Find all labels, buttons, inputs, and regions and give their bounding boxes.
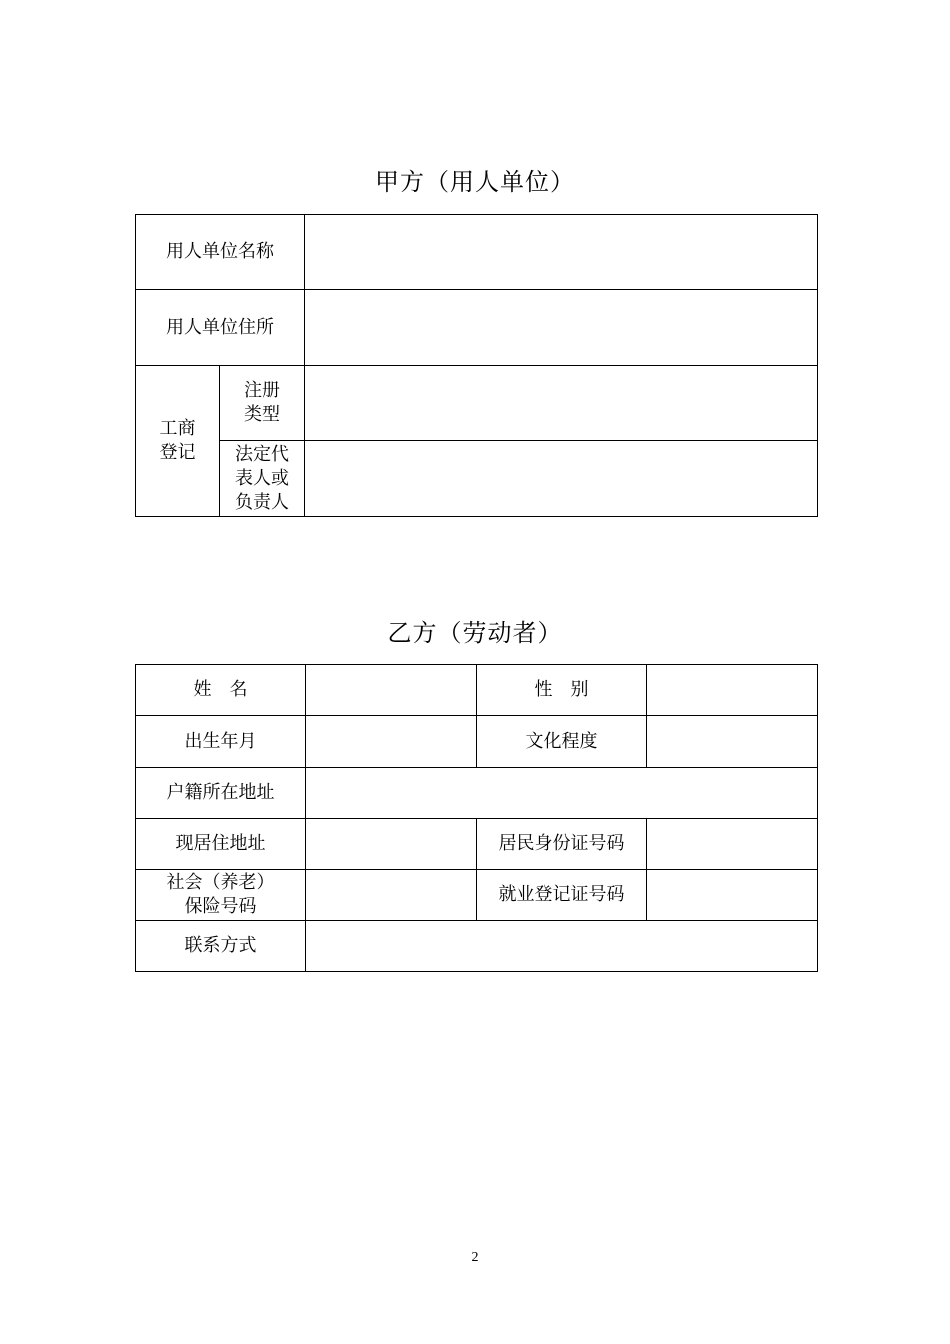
unit-address-label: 用人单位住所: [136, 290, 305, 366]
education-field[interactable]: [647, 716, 818, 768]
unit-name-row: [136, 215, 818, 290]
party-a-title: 甲方（用人单位）: [375, 168, 575, 196]
gender-label: 性 别: [477, 665, 647, 716]
party-a-table: [135, 214, 818, 517]
household-address-field[interactable]: [306, 768, 818, 819]
party-b-title: 乙方（劳动者）: [387, 619, 563, 647]
id-number-label: 居民身份证号码: [477, 819, 647, 870]
registration-type-label: 注册类型: [244, 380, 280, 425]
name-label: 姓 名: [136, 665, 306, 716]
social-insurance-label-line1: 社会（养老）: [166, 872, 275, 893]
birth-education-row: [136, 716, 818, 768]
legal-representative-field[interactable]: [305, 441, 818, 517]
registration-type-field[interactable]: [305, 366, 818, 441]
registration-type-label-cell: [220, 366, 305, 441]
legal-representative-label: 法定代表人或负责人: [234, 443, 289, 513]
unit-name-label: 用人单位名称: [136, 215, 305, 290]
employment-reg-field[interactable]: [647, 870, 818, 921]
unit-address-row: [136, 290, 818, 366]
social-insurance-row: [136, 870, 818, 921]
business-registration-label: [136, 366, 220, 517]
social-insurance-label: [136, 870, 306, 921]
birth-label: 出生年月: [136, 716, 306, 768]
unit-name-field[interactable]: [305, 215, 818, 290]
page-number: 2: [471, 1250, 479, 1265]
contact-field[interactable]: [306, 921, 818, 972]
household-address-label: 户籍所在地址: [136, 768, 306, 819]
legal-representative-row: [136, 441, 818, 517]
social-insurance-label-line2: 保险号码: [184, 896, 257, 917]
name-gender-row: [136, 665, 818, 716]
registration-type-row: [136, 366, 818, 441]
household-address-row: [136, 768, 818, 819]
contact-label: 联系方式: [136, 921, 306, 972]
birth-field[interactable]: [306, 716, 477, 768]
contact-row: [136, 921, 818, 972]
gender-field[interactable]: [647, 665, 818, 716]
employment-reg-label: 就业登记证号码: [477, 870, 647, 921]
education-label: 文化程度: [477, 716, 647, 768]
current-address-label: 现居住地址: [136, 819, 306, 870]
unit-address-field[interactable]: [305, 290, 818, 366]
name-field[interactable]: [306, 665, 477, 716]
current-address-row: [136, 819, 818, 870]
id-number-field[interactable]: [647, 819, 818, 870]
business-registration-text: 工商登记: [159, 418, 196, 463]
party-b-table: [135, 664, 818, 972]
current-address-field[interactable]: [306, 819, 477, 870]
social-insurance-field[interactable]: [306, 870, 477, 921]
legal-representative-label-cell: [220, 441, 305, 517]
